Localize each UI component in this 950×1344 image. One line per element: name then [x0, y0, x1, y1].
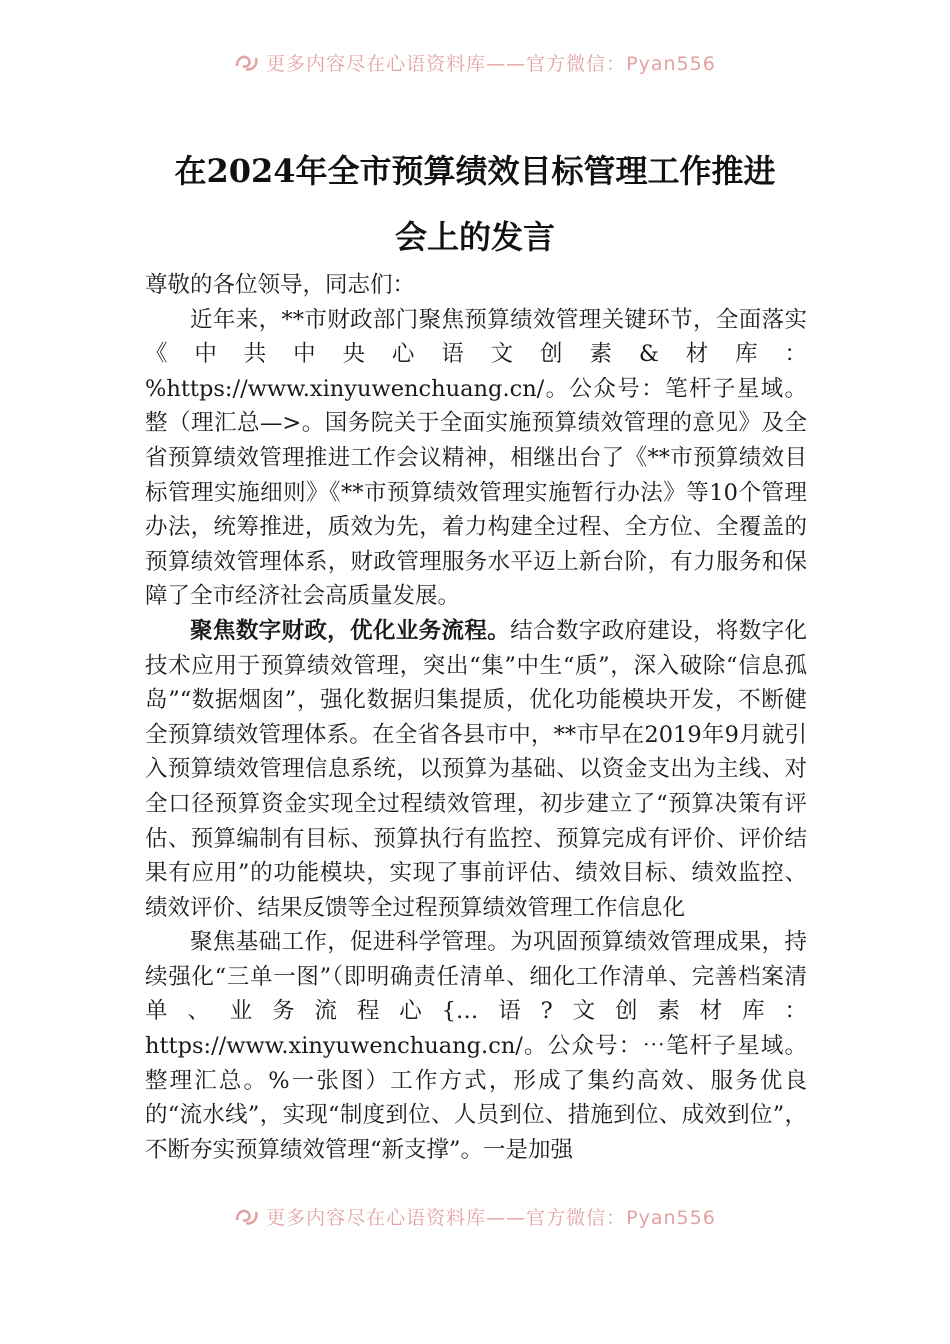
- document-title-line-2: 会上的发言: [394, 218, 555, 256]
- watermark-logo-icon: [234, 52, 260, 73]
- paragraph-2: [145, 614, 807, 925]
- watermark-text: 更多内容尽在心语资料库——官方微信：Pyan556: [266, 1206, 716, 1229]
- document-body: [145, 268, 807, 1167]
- watermark-text: 更多内容尽在心语资料库——官方微信：Pyan556: [266, 52, 716, 75]
- watermark-top: [0, 52, 950, 88]
- paragraph-1: 近年来，**市财政部门聚焦预算绩效管理关键环节，全面落实《中共中央心语文创素&材库：%https://www.xinyuwenchuang.cn/。公众号：笔杆子星域。整（理汇总—>。国务院关于全面实施预算绩效管理的意见》及全省预算绩效管理推进工作会议精神，相继出台了《**市预算绩效目标管理实施细则》《**市预算绩效管理实施暂行办法》等10个管理办法，统筹推进，质效为先，着力构建全过程、全方位、全覆盖的预算绩效管理体系，财政管理服务水平迈上新台阶，有力服务和保障了全市经济社会高质量发展。: [145, 306, 807, 610]
- paragraph-2-text: 结合数字政府建设，将数字化技术应用于预算绩效管理，突出“集”中生“质”，深入破除“信息孤岛”“数据烟囱”，强化数据归集提质，优化功能模块开发，不断健全预算绩效管理体系。在全省各县市中，**市早在2019年9月就引入预算绩效管理信息系统，以预算为基础、以资金支出为主线、对全口径预算资金实现全过程绩效管理，初步建立了“预算决策有评估、预算编制有目标、预算执行有监控、预算完成有评价、评价结果有应用”的功能模块，实现了事前评估、绩效目标、绩效监控、绩效评价、结果反馈等全过程预算绩效管理工作信息化: [145, 617, 807, 921]
- document-title-line-1: 在2024年全市预算绩效目标管理工作推进: [174, 152, 776, 190]
- watermark-bottom: [0, 1206, 950, 1242]
- paragraph-2-heading: 聚焦数字财政，优化业务流程。: [190, 617, 511, 644]
- paragraph-3: 聚焦基础工作，促进科学管理。为巩固预算绩效管理成果，持续强化“三单一图”（即明确责任清单、细化工作清单、完善档案清单、业务流程心{…语?文创素材库：https://www.xinyuwenchuang.cn/。公众号：⋯笔杆子星域。整理汇总。%一张图）工作方式，形成了集约高效、服务优良的“流水线”，实现“制度到位、人员到位、措施到位、成效到位”，不断夯实预算绩效管理“新支撑”。一是加强: [145, 929, 807, 1163]
- greeting: 尊敬的各位领导，同志们：: [145, 272, 416, 298]
- watermark-logo-icon: [234, 1206, 260, 1227]
